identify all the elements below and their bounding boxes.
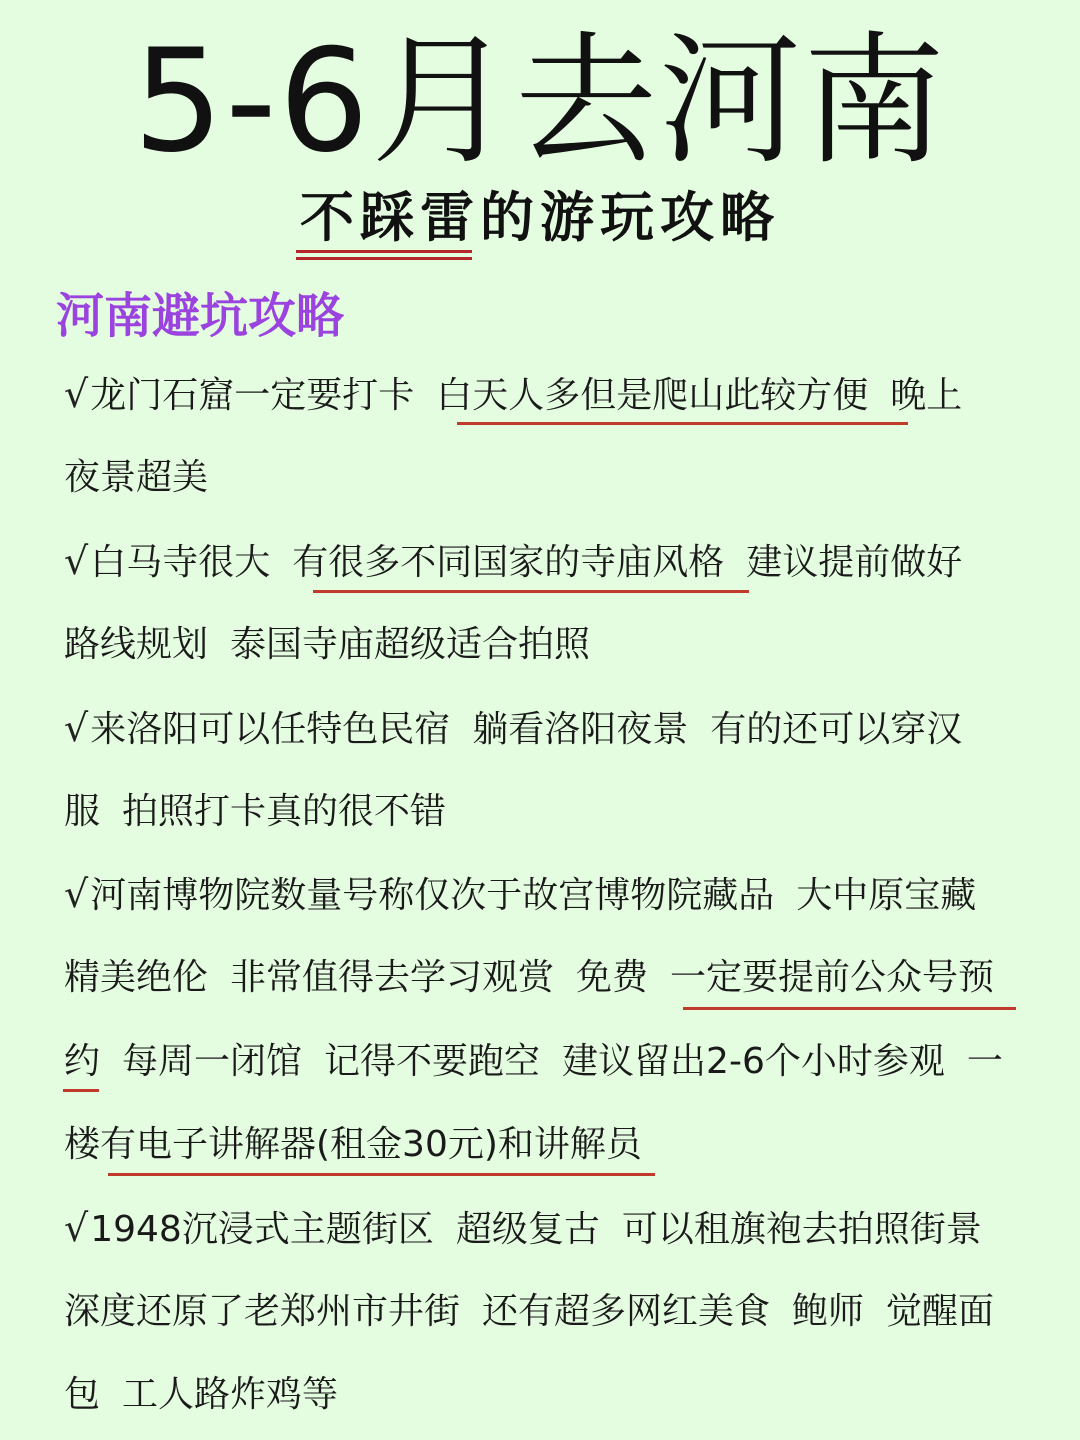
text-segment: 建议提前做好 [746,542,963,583]
list-item-3-line-2 [64,790,446,834]
text-segment: 超级复古 [455,1209,600,1250]
text-segment: 包 [64,1374,101,1415]
text-segment: 龙门石窟一定要打卡 [90,375,415,416]
text-segment: 有的还可以穿汉 [710,709,963,750]
list-item-5-line-1 [64,1206,982,1252]
text-segment: 约 [64,1041,101,1082]
text-segment: 非常值得去学习观赏 [230,957,555,998]
list-item-1-line-1 [64,372,962,418]
list-item-4-line-3 [64,1040,1003,1084]
text-segment: 服 [64,791,101,832]
text-segment: 躺看洛阳夜景 [472,709,689,750]
highlight-underline [313,590,749,593]
text-segment: 免费 [576,957,649,998]
check-icon: √ [64,706,89,750]
text-segment: 鲍师 [792,1291,865,1332]
text-segment: 来洛阳可以任特色民宿 [90,709,451,750]
list-item-2-line-2 [64,623,590,667]
list-item-4-line-4 [64,1123,642,1167]
subtitle-underline-top [296,250,472,253]
text-segment: 河南博物院数量号称仅次于故宫博物院藏品 [90,875,775,916]
text-segment: 拍照打卡真的很不错 [122,791,447,832]
text-segment: 记得不要跑空 [324,1041,541,1082]
check-icon: √ [64,539,89,583]
text-segment: 白天人多但是爬山此较方便 [436,375,869,416]
text-segment: 每周一闭馆 [122,1041,303,1082]
page-title: 5-6月去河南 [133,19,947,184]
list-item-4-line-2 [64,956,994,1000]
text-segment: 可以租旗袍去拍照街景 [621,1209,982,1250]
text-segment: 路线规划 [64,624,209,665]
page-subtitle: 不踩雷的游玩攻略 [300,186,780,249]
section-heading: 河南避坑攻略 [56,288,345,344]
highlight-underline [63,1089,99,1092]
check-icon: √ [64,872,89,916]
list-item-1-line-2 [64,456,208,500]
highlight-underline [683,1007,1016,1010]
list-item-2-line-1 [64,539,962,585]
subtitle-underline-bottom [296,257,472,260]
text-segment: 觉醒面 [886,1291,995,1332]
text-segment: 有很多不同国家的寺庙风格 [292,542,725,583]
text-segment: 工人路炸鸡等 [122,1374,339,1415]
text-segment: 楼有电子讲解器(租金30元)和讲解员 [64,1124,642,1165]
check-icon: √ [64,372,89,416]
list-item-5-line-2 [64,1290,994,1334]
list-item-3-line-1 [64,706,962,752]
check-icon: √ [64,1206,89,1250]
text-segment: 1948沉浸式主题街区 [90,1209,434,1250]
list-item-5-line-3 [64,1373,338,1417]
text-segment: 泰国寺庙超级适合拍照 [230,624,591,665]
text-segment: 大中原宝藏 [796,875,977,916]
highlight-underline [457,422,908,425]
text-segment: 一 [966,1041,1003,1082]
text-segment: 精美绝伦 [64,957,209,998]
text-segment: 深度还原了老郑州市井街 [64,1291,461,1332]
text-segment: 白马寺很大 [90,542,271,583]
text-segment: 晚上 [890,375,963,416]
text-segment: 建议留出2-6个小时参观 [562,1041,945,1082]
list-item-4-line-1 [64,872,976,918]
text-segment: 还有超多网红美食 [482,1291,771,1332]
text-segment: 一定要提前公众号预 [670,957,995,998]
text-segment: 夜景超美 [64,457,209,498]
highlight-underline [108,1173,655,1176]
